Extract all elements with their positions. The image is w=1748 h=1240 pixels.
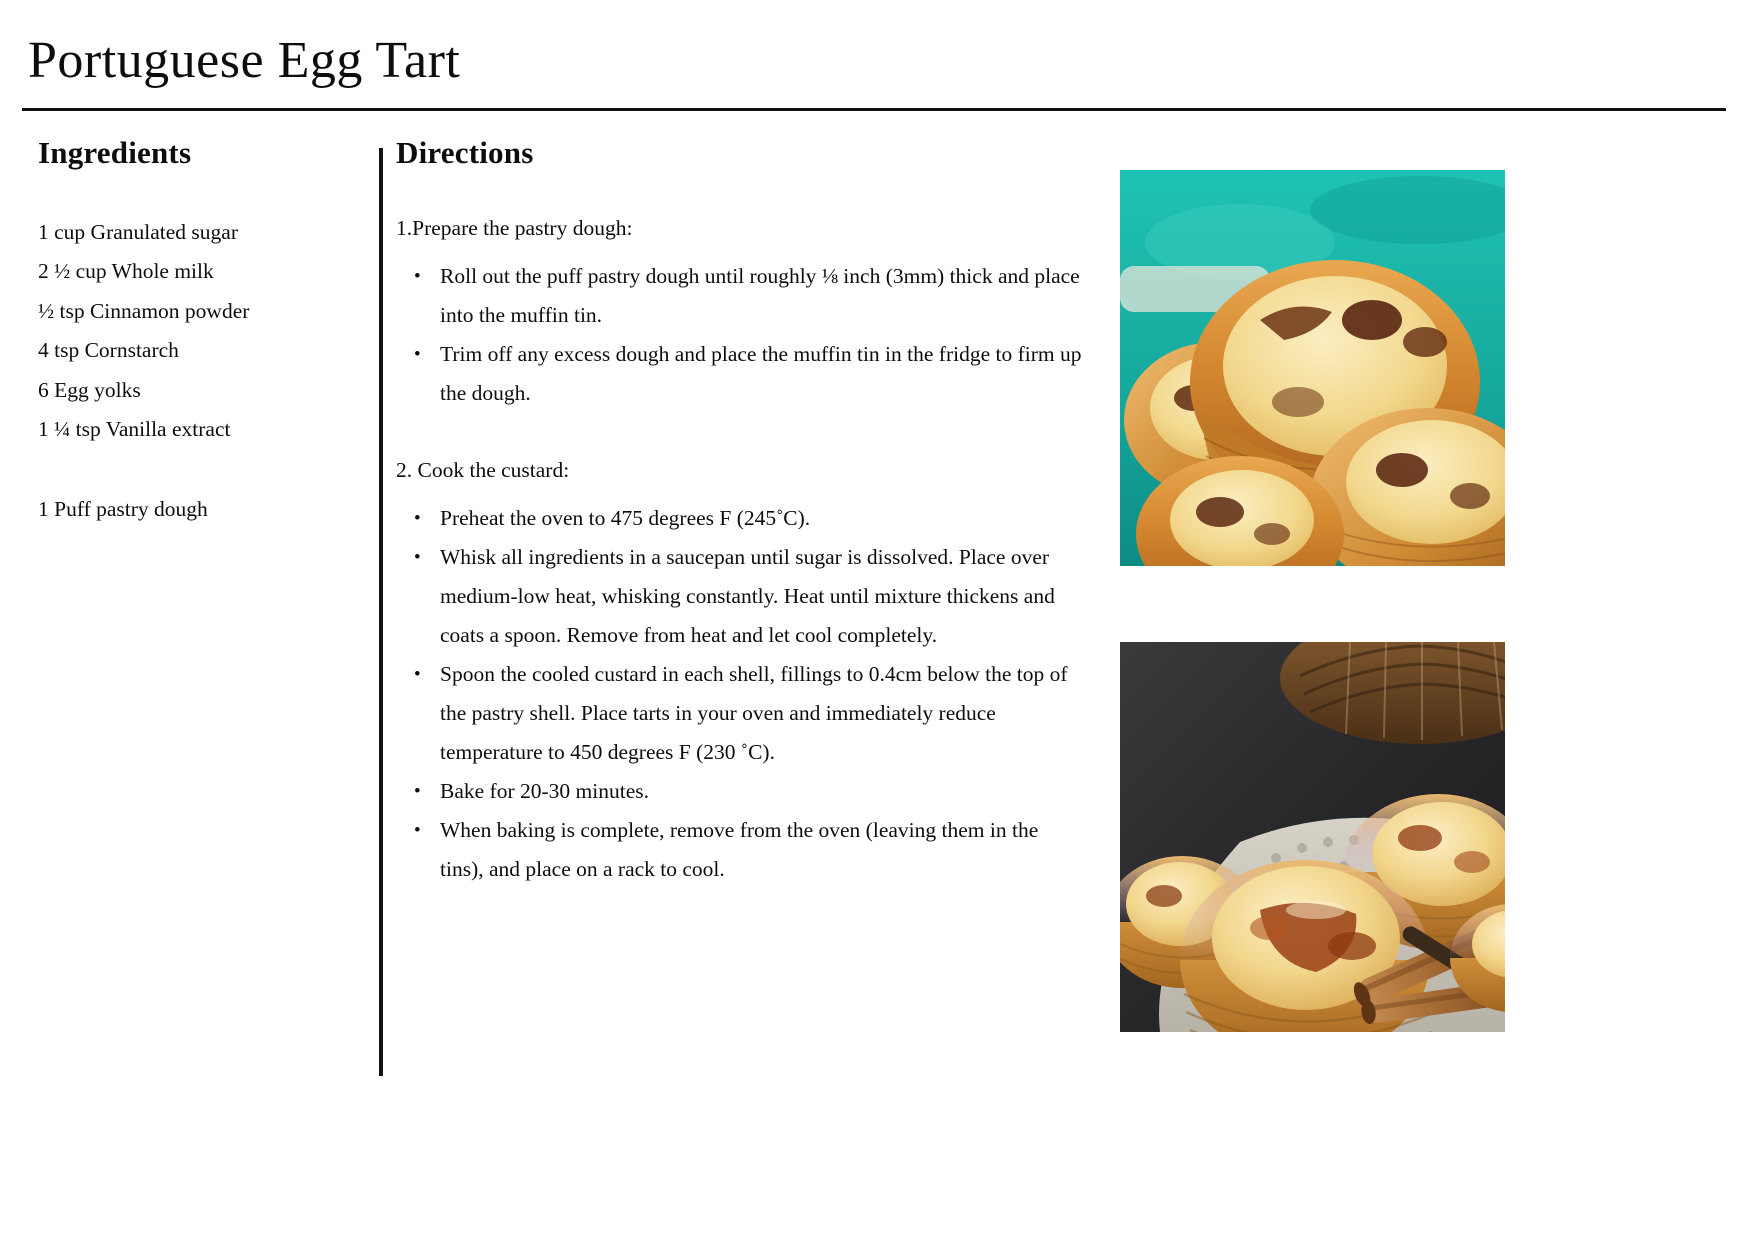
page-title: Portuguese Egg Tart [28,32,461,89]
direction-step [396,211,1086,413]
list-item: 6 Egg yolks [38,377,141,402]
step-heading: 2. Cook the custard: [396,457,570,482]
list-item: • Preheat the oven to 475 degrees F (245˚C). [396,499,1086,538]
list-item: • Bake for 20-30 minutes. [396,772,1086,811]
egg-tart-photo-top [1120,170,1505,566]
list-item: 1 ¼ tsp Vanilla extract [38,417,231,442]
direction-step [396,453,1086,889]
egg-tart-photo-bottom-graphic [1120,642,1505,1032]
list-item: ½ tsp Cinnamon powder [38,298,250,323]
list-item: • When baking is complete, remove from the oven (leaving them in the tins), and place on a rack to cool. [396,811,1086,889]
step-bullet-list [396,257,1086,413]
directions-section [396,135,1086,899]
list-item: • Roll out the puff pastry dough until roughly ⅛ inch (3mm) thick and place into the muffin tin. [396,257,1086,335]
column-divider [379,148,383,1076]
egg-tart-photo-top-graphic [1120,170,1505,566]
egg-tart-photo-bottom [1120,642,1505,1032]
list-item: • Spoon the cooled custard in each shell, fillings to 0.4cm below the top of the pastry shell. Place tarts in your oven and immediately reduce temperature to 450 degrees F (230 ˚C). [396,655,1086,772]
list-item: • Trim off any excess dough and place the muffin tin in the fridge to firm up the dough. [396,335,1086,413]
ingredients-list [38,213,368,530]
list-item: • Whisk all ingredients in a saucepan until sugar is dissolved. Place over medium-low heat, whisking constantly. Heat until mixture thickens and coats a spoon. Remove from heat and let cool completely. [396,538,1086,655]
directions-heading: Directions [396,135,534,170]
list-item: 1 Puff pastry dough [38,496,208,521]
ingredients-heading: Ingredients [38,135,192,170]
list-item: 4 tsp Cornstarch [38,338,179,363]
step-heading: 1.Prepare the pastry dough: [396,215,633,240]
step-bullet-list [396,499,1086,889]
list-item: 1 cup Granulated sugar [38,219,238,244]
title-divider-rule [22,108,1726,111]
ingredients-section [38,135,368,529]
list-item: 2 ½ cup Whole milk [38,259,214,284]
